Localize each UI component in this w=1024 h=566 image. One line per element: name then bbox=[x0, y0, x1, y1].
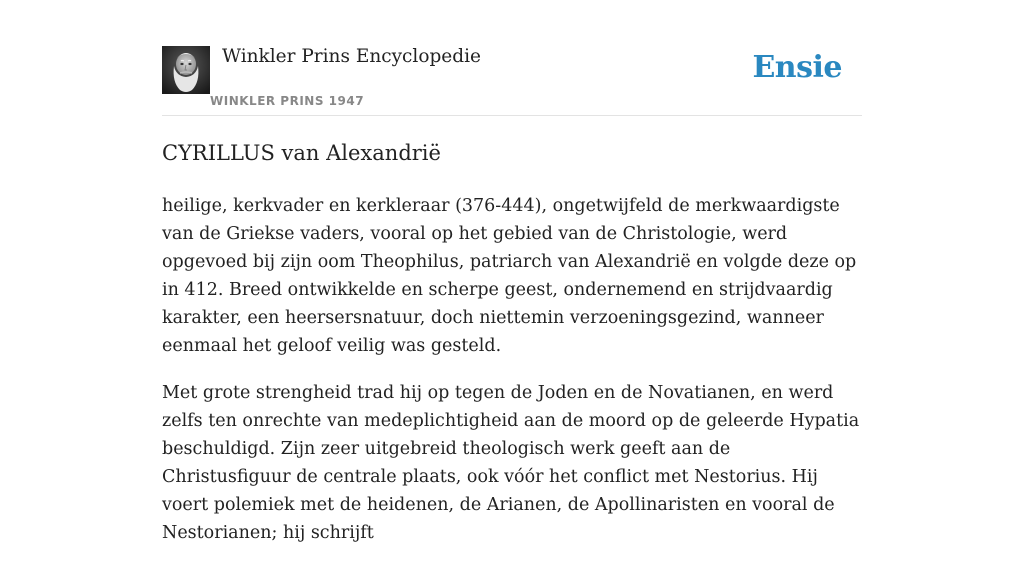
article-paragraph-2: Met grote strengheid trad hij op tegen de Joden en de Novatianen, en werd zelfs ten onrechte van medeplichtigheid aan de moord op de geleerde Hypatia beschuldigd. Zijn zeer uitgebreid theologisch werk geeft aan de Christusfiguur de centrale plaats, ook vóór het conflict met Nestorius. Hij voert polemiek met de heidenen, de Arianen, de Apollinaristen en vooral de Nestorianen; hij schrijft bbox=[162, 383, 860, 543]
source-title[interactable]: Winkler Prins Encyclopedie bbox=[222, 46, 481, 67]
source-subtitle: WINKLER PRINS 1947 bbox=[210, 94, 365, 108]
article-paragraph-1: heilige, kerkvader en kerkleraar (376-444), ongetwijfeld de merkwaardigste van de Griekse vaders, vooral op het gebied van de Christologie, werd opgevoed bij zijn oom Theophilus, patriarch van Alexandrië en volgde deze op in 412. Breed ontwikkelde en scherpe geest, ondernemend en strijdvaardig karakter, een heersersnatuur, doch niettemin verzoeningsgezind, wanneer eenmaal het geloof veilig was gesteld. bbox=[162, 196, 857, 356]
header-divider bbox=[162, 115, 862, 116]
source-header bbox=[162, 46, 862, 116]
source-avatar[interactable] bbox=[162, 46, 210, 94]
bearded-man-portrait-icon bbox=[162, 46, 210, 94]
article-body bbox=[162, 192, 862, 566]
article-title: CYRILLUS van Alexandrië bbox=[162, 141, 441, 165]
ensie-logo-link[interactable]: Ensie bbox=[752, 50, 842, 85]
